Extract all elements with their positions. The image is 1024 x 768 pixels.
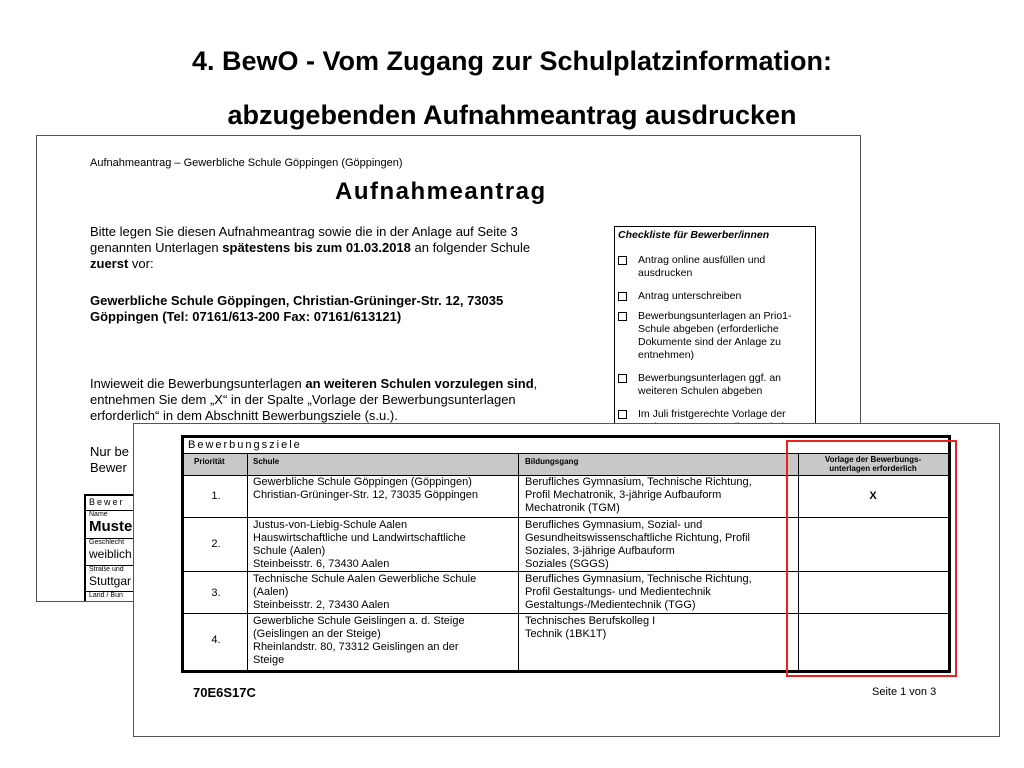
checklist-title: Checkliste für Bewerber/innen: [618, 229, 770, 241]
stub-country-label: Land / Bun: [86, 591, 148, 599]
column-divider: [518, 453, 519, 670]
school-address-line-2: Göppingen (Tel: 07161/613-200 Fax: 07161/613121): [90, 309, 402, 324]
column-header-priority: Priorität: [194, 457, 225, 466]
row-priority: 1.: [211, 490, 221, 502]
course-line: Soziales, 3-jährige Aufbauform: [525, 545, 675, 557]
further-schools-paragraph: [90, 376, 590, 424]
checkbox-icon: [618, 312, 627, 321]
further-line-2: entnehmen Sie dem „X“ in der Spalte „Vorlage der Bewerbungsunterlagen: [90, 392, 516, 407]
further-line-1: [90, 376, 590, 392]
checklist-item-text: Antrag online ausfüllen und ausdrucken: [638, 254, 766, 279]
course-line: Technik (1BK1T): [525, 628, 607, 640]
page-indicator: Seite 1 von 3: [872, 686, 937, 698]
row-course: [525, 573, 752, 612]
school-line: Rheinlandstr. 80, 73312 Geislingen an der: [253, 641, 459, 653]
school-line: (Geislingen an der Steige): [253, 628, 381, 640]
school-line: Steinbeisstr. 6, 73430 Aalen: [253, 558, 390, 570]
row-school: [253, 615, 465, 667]
checklist-item-text: Bewerbungsunterlagen ggf. an weiteren Schulen abgeben: [638, 372, 782, 397]
course-line: Gesundheitswissenschaftliche Richtung, Profil: [525, 532, 751, 544]
slide-title-line-1: 4. BewO - Vom Zugang zur Schulplatzinformation:: [191, 46, 832, 76]
form-header: Aufnahmeantrag – Gewerbliche Schule Göppingen (Göppingen): [90, 157, 403, 169]
checkbox-icon: [618, 292, 627, 301]
row-course: [525, 615, 655, 641]
school-line: Hauswirtschaftliche und Landwirtschaftliche: [253, 532, 466, 544]
row-course: [525, 476, 752, 515]
intro-line-3: [90, 256, 590, 272]
course-line: Profil Mechatronik, 3-jährige Aufbauform: [525, 489, 722, 501]
row-priority: 3.: [211, 587, 221, 599]
course-line: Soziales (SGGS): [525, 558, 609, 570]
further-bold: an weiteren Schulen vorzulegen sind: [305, 376, 534, 391]
school-address-line-1: Gewerbliche Schule Göppingen, Christian-Grüninger-Str. 12, 73035: [90, 293, 504, 308]
intro-text-tail: vor:: [128, 256, 154, 271]
course-line: Berufliches Gymnasium, Technische Richtung,: [525, 476, 752, 488]
course-line: Gestaltungs-/Medientechnik (TGG): [525, 599, 696, 611]
intro-line-1: Bitte legen Sie diesen Aufnahmeantrag sowie die in der Anlage auf Seite 3: [90, 224, 518, 239]
school-line: Steinbeisstr. 2, 73430 Aalen: [253, 599, 390, 611]
intro-text: genannten Unterlagen: [90, 240, 223, 255]
school-line: Gewerbliche Schule Göppingen (Göppingen): [253, 476, 472, 488]
further-text: Inwieweit die Bewerbungsunterlagen: [90, 376, 306, 391]
form-big-title: Aufnahmeantrag: [335, 178, 547, 205]
row-course: [525, 519, 750, 571]
school-line: Christian-Grüninger-Str. 12, 73035 Göppingen: [253, 489, 479, 501]
course-line: Berufliches Gymnasium, Sozial- und: [525, 519, 703, 531]
course-line: Berufliches Gymnasium, Technische Richtung,: [525, 573, 752, 585]
school-line: Gewerbliche Schule Geislingen a. d. Steige: [253, 615, 465, 627]
column-header-documents-line-2: unterlagen erforderlich: [829, 464, 917, 473]
table-section-label: Bewerbungsziele: [188, 439, 302, 451]
checkbox-icon: [618, 410, 627, 419]
school-line: Technische Schule Aalen Gewerbliche Schule: [253, 573, 477, 585]
column-header-course: Bildungsgang: [525, 457, 579, 466]
intro-paragraph: [90, 224, 590, 272]
slide-title-line-2: abzugebenden Aufnahmeantrag ausdrucken: [227, 100, 797, 130]
intro-text-end: an folgender Schule: [410, 240, 531, 255]
further-line-3: erforderlich“ in dem Abschnitt Bewerbungsziele (s.u.).: [90, 408, 398, 423]
first-text: zuerst: [90, 256, 129, 271]
school-address: [90, 293, 590, 325]
checkbox-icon: [618, 374, 627, 383]
checklist-item-text: Im Juli fristgerechte Vorlage der: [638, 408, 786, 420]
highlight-frame: [786, 440, 957, 677]
further-comma: ,: [533, 376, 538, 391]
checklist-item-text: Antrag unterschreiben: [638, 290, 742, 302]
stub-name-value: Muste: [89, 518, 133, 535]
checkbox-icon: [618, 256, 627, 265]
row-school: [253, 476, 478, 502]
application-code: 70E6S17C: [193, 685, 256, 700]
stub-gender-value: weiblich: [89, 547, 132, 561]
row-school: [253, 573, 476, 612]
row-priority: 2.: [211, 538, 221, 550]
row-school: [253, 519, 466, 571]
stub-section-label: Bewer: [89, 497, 125, 507]
school-line: (Aalen): [253, 586, 289, 598]
stub-name-label: Name: [86, 510, 148, 518]
stub-gender-label: Geschlecht: [86, 538, 148, 546]
partial-line-2: Bewer: [90, 460, 127, 475]
documents-required-mark: X: [869, 490, 877, 502]
school-line: Steige: [253, 654, 285, 666]
intro-line-2: [90, 240, 590, 256]
deadline-text: spätestens bis zum 01.03.2018: [222, 240, 411, 255]
checklist-item-text: Bewerbungsunterlagen an Prio1-Schule abgeben (erforderliche Dokumente sind der Anlage zu entnehmen): [638, 310, 792, 361]
school-line: Schule (Aalen): [253, 545, 326, 557]
column-header-documents-line-1: Vorlage der Bewerbungs-: [824, 455, 922, 464]
course-line: Profil Gestaltungs- und Medientechnik: [525, 586, 711, 598]
stub-city-value: Stuttgar: [89, 574, 132, 588]
course-line: Technisches Berufskolleg I: [525, 615, 656, 627]
row-priority: 4.: [211, 634, 221, 646]
stub-street-label: Straße und: [86, 565, 148, 573]
course-line: Mechatronik (TGM): [525, 502, 620, 514]
school-line: Justus-von-Liebig-Schule Aalen: [253, 519, 408, 531]
partial-line-1: Nur be: [90, 444, 130, 459]
column-header-school: Schule: [253, 457, 280, 466]
